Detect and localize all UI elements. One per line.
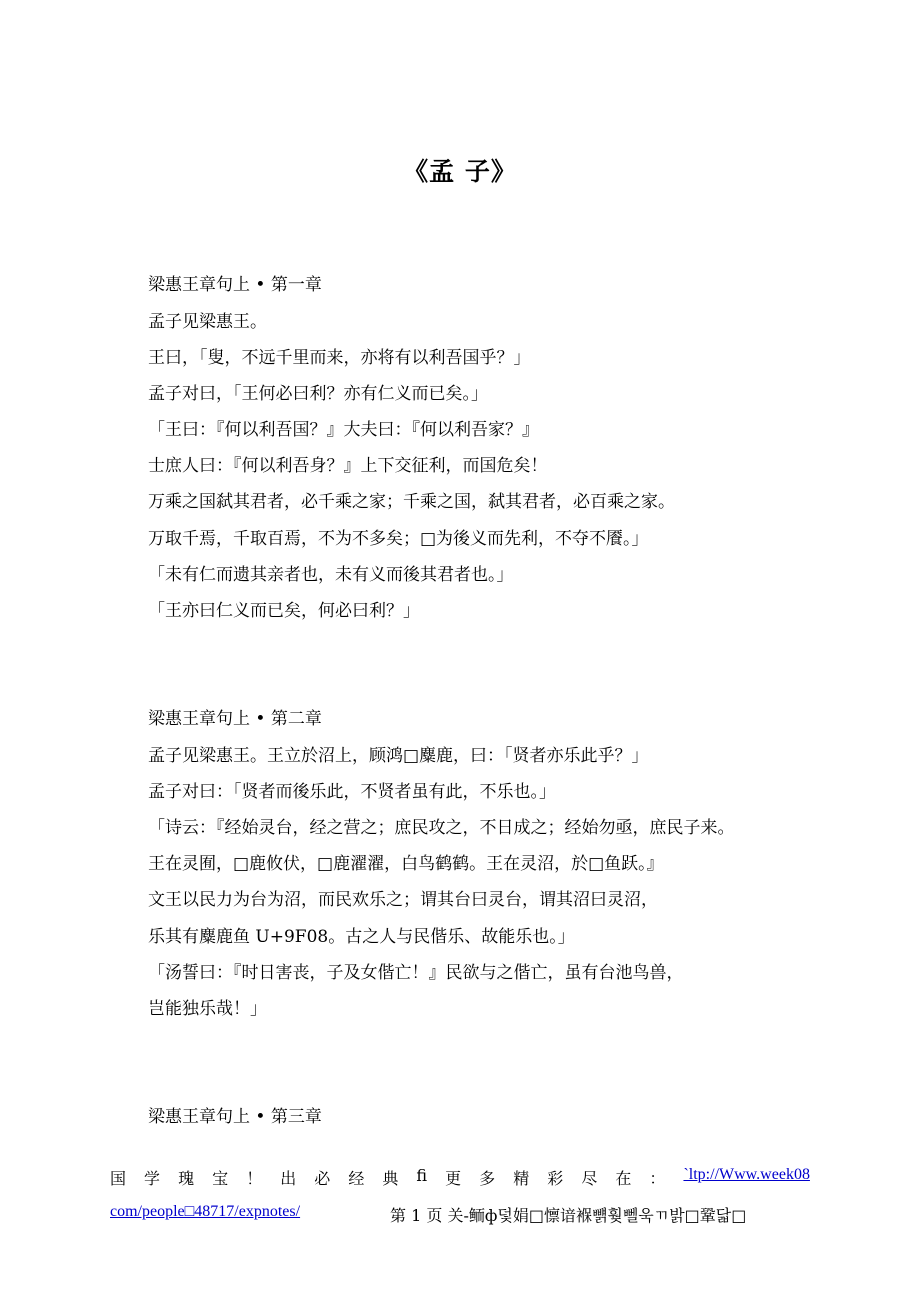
text-line: 孟子见梁惠王。王立於沼上，顾鸿□麋鹿，曰：「贤者亦乐此乎？」 <box>148 746 649 766</box>
footer-promo-char: 多 <box>479 1169 496 1188</box>
text-line: 「未有仁而遗其亲者也，未有义而後其君者也。」 <box>148 565 514 585</box>
footer-promo-char: fi <box>416 1166 428 1185</box>
footer-promo-line <box>110 1166 810 1189</box>
text-line: 「王曰：『何以利吾国？』大夫曰：『何以利吾家？』 <box>148 420 539 440</box>
text-line: 王曰，「叟，不远千里而来，亦将有以利吾国乎？」 <box>148 348 531 368</box>
footer-promo-char: 更 <box>445 1169 462 1188</box>
text-line: 「王亦曰仁义而已矣，何必曰利？」 <box>148 601 420 621</box>
text-line: 乐其有麋鹿鱼 U+9F08。古之人与民偕乐、故能乐也。」 <box>148 927 575 947</box>
footer-link-part1[interactable]: ˋltp://Www.week08 <box>683 1166 810 1183</box>
footer-promo-char: 出 <box>280 1169 297 1188</box>
footer-promo-char: 彩 <box>547 1169 564 1188</box>
text-line: 文王以民力为台为沼，而民欢乐之；谓其台曰灵台，谓其沼曰灵沼， <box>148 890 658 910</box>
section-heading: 梁惠王章句上 • 第一章 <box>148 275 322 295</box>
footer-promo-char: 国 <box>110 1169 127 1188</box>
footer-promo-char: 在 <box>615 1169 632 1188</box>
footer-promo-char: 瑰 <box>178 1169 195 1188</box>
footer-page-info: 第 1 页 关-鲕ф덫娟□懔谙褓뺽훶뻴욱ㄲ밝□鞏닯□ <box>390 1206 747 1225</box>
footer-promo-char: 必 <box>314 1169 331 1188</box>
text-line: 万取千焉，千取百焉，不为不多矣；□为後义而先利，不夺不餍。」 <box>148 529 649 549</box>
footer-promo-char: 尽 <box>581 1169 598 1188</box>
footer-promo-char: 经 <box>348 1169 365 1188</box>
text-line: 孟子对曰：「贤者而後乐此，不贤者虽有此，不乐也。」 <box>148 782 556 802</box>
footer-promo-char: 精 <box>513 1169 530 1188</box>
text-line: 士庶人曰：『何以利吾身？』上下交征利，而国危矣！ <box>148 456 548 476</box>
text-line: 万乘之国弑其君者，必千乘之家；千乘之国，弑其君者，必百乘之家。 <box>148 492 675 512</box>
footer-promo-char: 学 <box>144 1169 161 1188</box>
text-line: 孟子对曰，「王何必曰利？亦有仁义而已矣。」 <box>148 384 488 404</box>
text-line: 「诗云：『经始灵台，经之营之；庶民攻之，不日成之；经始勿亟，庶民子来。 <box>148 818 735 838</box>
footer-promo-char: 宝 <box>212 1169 229 1188</box>
section-heading: 梁惠王章句上 • 第二章 <box>148 709 322 729</box>
text-line: 王在灵囿，□鹿攸伏，□鹿濯濯，白鸟鹤鹤。王在灵沼，於□鱼跃。』 <box>148 854 664 874</box>
footer-promo-char: ： <box>649 1169 666 1188</box>
footer-promo-char: 典 <box>382 1169 399 1188</box>
section-heading: 梁惠王章句上 • 第三章 <box>148 1107 322 1127</box>
text-line: 「汤誓曰：『时日害丧，子及女偕亡！』民欲与之偕亡，虽有台池鸟兽， <box>148 963 684 983</box>
footer-link-part2[interactable]: com/people□48717/expnotes/ <box>110 1203 301 1220</box>
text-line: 孟子见梁惠王。 <box>148 312 267 332</box>
text-line: 岂能独乐哉！」 <box>148 999 267 1019</box>
document-title: 《孟 子》 <box>403 157 517 186</box>
footer-promo-char: ！ <box>246 1169 263 1188</box>
